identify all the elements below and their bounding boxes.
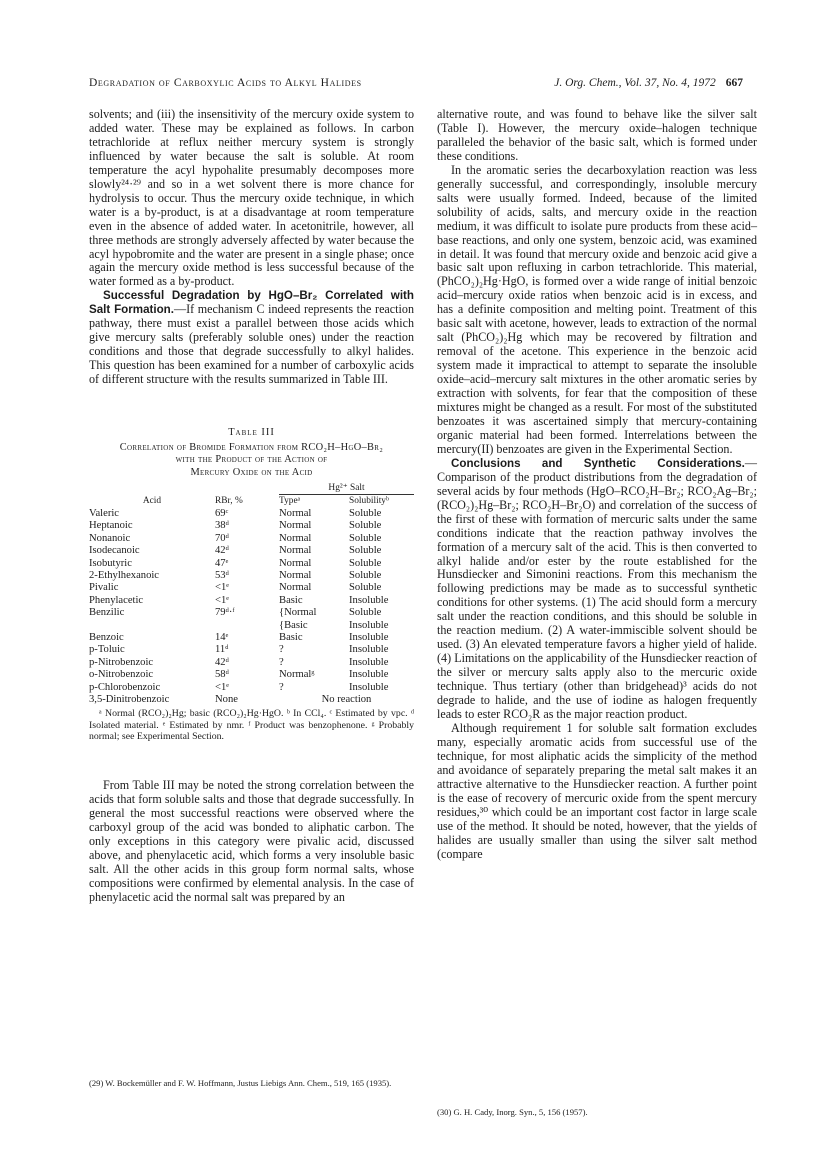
table-header-solubility: Solubilityᵇ [349, 496, 389, 507]
table-cell-sol: Soluble [349, 607, 382, 619]
table-cell-acid: Benzoic [89, 631, 124, 643]
right-column [437, 108, 757, 861]
table-cell-sol: Soluble [349, 532, 382, 544]
table-cell-type: Normalᵍ [279, 669, 315, 681]
table-row [89, 558, 414, 570]
table-cell-type: ? [279, 681, 284, 693]
table-cell-type: Normal [279, 545, 312, 557]
table-cell-acid: 3,5-Dinitrobenzoic [89, 693, 170, 705]
section-heading: Successful Degradation by HgO–Br₂ Correlated with Salt Formation. [89, 289, 414, 317]
table-caption [89, 427, 414, 479]
table-title: Table III [228, 427, 275, 439]
table-cell-rbr: None [215, 693, 238, 705]
table-cell-type: Basic [279, 594, 303, 606]
journal-ref: J. Org. Chem., Vol. 37, No. 4, 1972 [554, 77, 716, 89]
table-cell-type: Basic [279, 631, 303, 643]
table-cell-acid: p-Nitrobenzoic [89, 656, 154, 668]
table-cell-acid: Valeric [89, 507, 119, 519]
table-row [89, 644, 414, 656]
table-cell-acid: o-Nitrobenzoic [89, 669, 154, 681]
table-cell-acid: Heptanoic [89, 520, 133, 532]
paragraph: From Table III may be noted the strong correlation between the acids that form soluble salts and those that degrade successfully. In general the most successful reactions were observed where the carboxyl group of the acid was bonded to aliphatic carbon. The only exceptions in this category were pivalic acid, discussed above, and phenylacetic acid, which forms a very insoluble basic salt. All the other acids in this group form normal salts, whose compositions were confirmed by elemental analysis. In the case of phenylacetic acid the normal salt was prepared by an [89, 777, 414, 904]
table-cell-type: Normal [279, 507, 312, 519]
table-cell-sol: Insoluble [349, 619, 389, 631]
table-cell-type: Normal [279, 520, 312, 532]
table-cell-rbr: <1ᵉ [215, 582, 229, 594]
table-cell-acid: Nonanoic [89, 532, 131, 544]
table-notes [89, 708, 414, 743]
footnote: (29) W. Bockemüller and F. W. Hoffmann, Justus Liebigs Ann. Chem., 519, 165 (1935). [89, 1078, 392, 1088]
paragraph: solvents; and (iii) the insensitivity of the mercury oxide system to added water. These may be explained as follows. In carbon tetrachloride at reflux neither mercury system is strongly influenced by water because the salt is soluble. At room temperature the acyl hypohalite presumably decomposes more slowly²⁴·²⁹ and so in a wet solvent there is more chance for hydrolysis to occur. Thus the mercury oxide technique, in which water is a by-product, is at a disadvantage at room temperature even in the absence of added water. In acetonitrile, however, all three methods are strongly adversely affected by water because the acyl hypobromite and the water are present in a single phase; once again the mercury oxide method is less successful because of the water formed as a by-product. [89, 107, 414, 289]
table-cell-sol: Soluble [349, 557, 382, 569]
table-row [89, 620, 414, 632]
table-caption-line: Mercury Oxide on the Acid [190, 466, 313, 478]
table-cell-rbr: 69ᶜ [215, 507, 229, 519]
table-row [89, 669, 414, 681]
table-cell-span: No reaction [321, 693, 372, 705]
data-table [89, 482, 414, 706]
table-row [89, 520, 414, 532]
table-cell-sol: Soluble [349, 569, 382, 581]
section-heading: Conclusions and Synthetic Considerations. [451, 456, 745, 470]
running-header [89, 77, 743, 93]
table-cell-type: {Basic [279, 619, 308, 631]
journal-citation [554, 77, 743, 89]
table-cell-acid: Isodecanoic [89, 545, 140, 557]
left-column [89, 108, 414, 904]
table-row [89, 533, 414, 545]
table-cell-sol: Insoluble [349, 631, 389, 643]
table-cell-type: {Normal [279, 607, 317, 619]
table-cell-rbr: <1ᵉ [215, 594, 229, 606]
paragraph-body: —Comparison of the product distributions from the degradation of several acids by four methods (HgO–RCO₂H–Br₂; RCO₂Ag–Br₂; (RCO₂)₂Hg–Br₂; RCO₂H–Br₂O) and correlation of the success of the first of these with formation of mercuric salts under the same conditions indicate that the reaction pathway involves the formation of a mercury salt of the acid. This is then converted to alkyl halide and/or ester by the route established for the Hunsdiecker and Simonini reactions. From this mechanism the following predictions may be made as to successful synthetic conditions for other systems. (1) The acid should form a mercury salt under the reaction conditions, and this should be soluble in the reaction medium. (2) A water-immiscible solvent should be used. (3) An elevated temperature favors a higher yield of halide. (4) Limitations on the applicability of the Hunsdiecker reaction of the silver or mercury salts apply also to the mercuric oxide technique. Thus tertiary (other than bridgehead)³ acids do not degrade to halide, and the use of iodine as halogen frequently leads to ester RCO₂R as the major reaction product. [437, 455, 757, 721]
paragraph: alternative route, and was found to behave like the silver salt (Table I). However, the mercury oxide–halogen technique paralleled the behavior of the basic salt, which is formed under these conditions. [437, 107, 757, 163]
table-group-header: Hg²⁺ Salt [279, 482, 414, 495]
table-cell-type: Normal [279, 557, 312, 569]
paragraph: In the aromatic series the decarboxylation reaction was less generally successful, and correspondingly, insoluble mercury salts were usually formed. Indeed, because of the limited solubility of acids, salts, and mercury oxide in the reaction medium, it was difficult to isolate pure products from these acid–base reactions, and only one system, benzoic acid, was examined in detail. It was found that mercury oxide and benzoic acid give a basic salt upon refluxing in carbon tetrachloride. This material, (PhCO₂)₂Hg·HgO, is formed over a wide range of initial benzoic acid–mercury oxide ratios when benzoic acid is in excess, and has a definite composition and melting point. Treatment of this basic salt with acetone, however, leads to extraction of the normal salt (PhCO₂)₂Hg which may be recovered by filtration and removal of the acetone. This experience in the benzoic acid system made it impractical to attempt to separate the insoluble oxide–acid–mercury salt mixtures in the other aromatic series by extraction with solvents, for fear that the composition of these mixtures might be changed as a result. For most of the substituted benzoates it was ascertained simply that mercury-containing organic material had been formed. Interrelations between the mercury(II) benzoates are given in the Experimental Section. [437, 162, 757, 456]
table-cell-rbr: 58ᵈ [215, 669, 229, 681]
table-row [89, 570, 414, 582]
table-caption-line: with the Product of the Action of [175, 454, 328, 466]
table-cell-rbr: 38ᵈ [215, 520, 229, 532]
footnote: (30) G. H. Cady, Inorg. Syn., 5, 156 (1957). [437, 1107, 588, 1117]
table-cell-rbr: 79ᵈ·ᶠ [215, 607, 235, 619]
table-cell-rbr: 47ᵉ [215, 557, 229, 569]
table-cell-rbr [215, 620, 279, 632]
table-cell-acid: p-Toluic [89, 644, 125, 656]
table-cell-sol: Insoluble [349, 644, 389, 656]
table-cell-sol: Insoluble [349, 656, 389, 668]
table-cell-type: ? [279, 644, 284, 656]
table-cell-type: Normal [279, 582, 312, 594]
table-cell-sol: Soluble [349, 545, 382, 557]
table-cell-type: ? [279, 656, 284, 668]
table-cell-acid: 2-Ethylhexanoic [89, 569, 160, 581]
table-row [89, 545, 414, 557]
table-cell-acid [89, 620, 215, 632]
paragraph-body: —If mechanism C indeed represents the reaction pathway, there must exist a parallel between those acids which give mercury salts (preferably soluble ones) under the reaction conditions and those that degrade successfully to alkyl halides. This question has been examined for a number of carboxylic acids of different structure with the results summarized in Table III. [89, 302, 414, 387]
table-cell-sol: Insoluble [349, 669, 389, 681]
table-row [89, 632, 414, 644]
table-cell-rbr: <1ᵉ [215, 681, 229, 693]
table-cell-sol: Soluble [349, 582, 382, 594]
table-row [89, 508, 414, 520]
table-cell-rbr: 42ᵈ [215, 656, 229, 668]
table-header-type: Typeᵃ [279, 496, 301, 507]
paragraph [437, 457, 757, 722]
table-cell-sol: Soluble [349, 507, 382, 519]
paragraph [89, 289, 414, 387]
table-cell-sol: Insoluble [349, 681, 389, 693]
table-row [89, 657, 414, 669]
table-header-acid: Acid [142, 496, 162, 507]
table-row [89, 694, 414, 706]
table-cell-rbr: 11ᵈ [215, 644, 229, 656]
table-cell-rbr: 53ᵈ [215, 569, 229, 581]
table-footnotes: ᵃ Normal (RCO₂)₂Hg; basic (RCO₂)₂Hg·HgO. ᵇ In CCl₄. ᶜ Estimated by vpc. ᵈ Isolated material. ᵉ Estimated by nmr. ᶠ Product was benzophenone. ᵍ Probably normal; see Experimental Section. [89, 708, 414, 743]
table-cell-rbr: 42ᵈ [215, 545, 229, 557]
table-cell-acid: Phenylacetic [89, 594, 144, 606]
table-cell-sol: Insoluble [349, 594, 389, 606]
page-number: 667 [725, 77, 743, 89]
table-caption-line: Correlation of Bromide Formation from RCO₂H–HgO–Br₂ [119, 441, 384, 453]
table-cell-type: Normal [279, 569, 312, 581]
table-row [89, 607, 414, 619]
table-cell-rbr: 14ᵉ [215, 631, 229, 643]
paragraph: Although requirement 1 for soluble salt formation excludes many, especially aromatic acids from successful use of the technique, for most aliphatic acids the simplicity of the method and avoidance of separately preparing the metal salt makes it an attractive alternative to the Hunsdiecker reaction. A further point is the ease of recovery of mercuric oxide from the spent mercury residues,³⁰ which could be an important cost factor in large scale use of the method. It should be noted, however, that the yields of halides are usually smaller than using the silver salt method (compare [437, 720, 757, 861]
table-cell-rbr: 70ᵈ [215, 532, 229, 544]
table-row [89, 682, 414, 694]
table-row [89, 595, 414, 607]
table-row [89, 582, 414, 594]
table-cell-sol: Soluble [349, 520, 382, 532]
table-cell-acid: Isobutyric [89, 557, 132, 569]
table-cell-acid: p-Chlorobenzoic [89, 681, 161, 693]
running-title: Degradation of Carboxylic Acids to Alkyl Halides [89, 77, 362, 89]
table-cell-acid: Benzilic [89, 607, 125, 619]
table-cell-type: Normal [279, 532, 312, 544]
table-cell-acid: Pivalic [89, 582, 119, 594]
table-header-rbr: RBr, % [215, 496, 243, 507]
